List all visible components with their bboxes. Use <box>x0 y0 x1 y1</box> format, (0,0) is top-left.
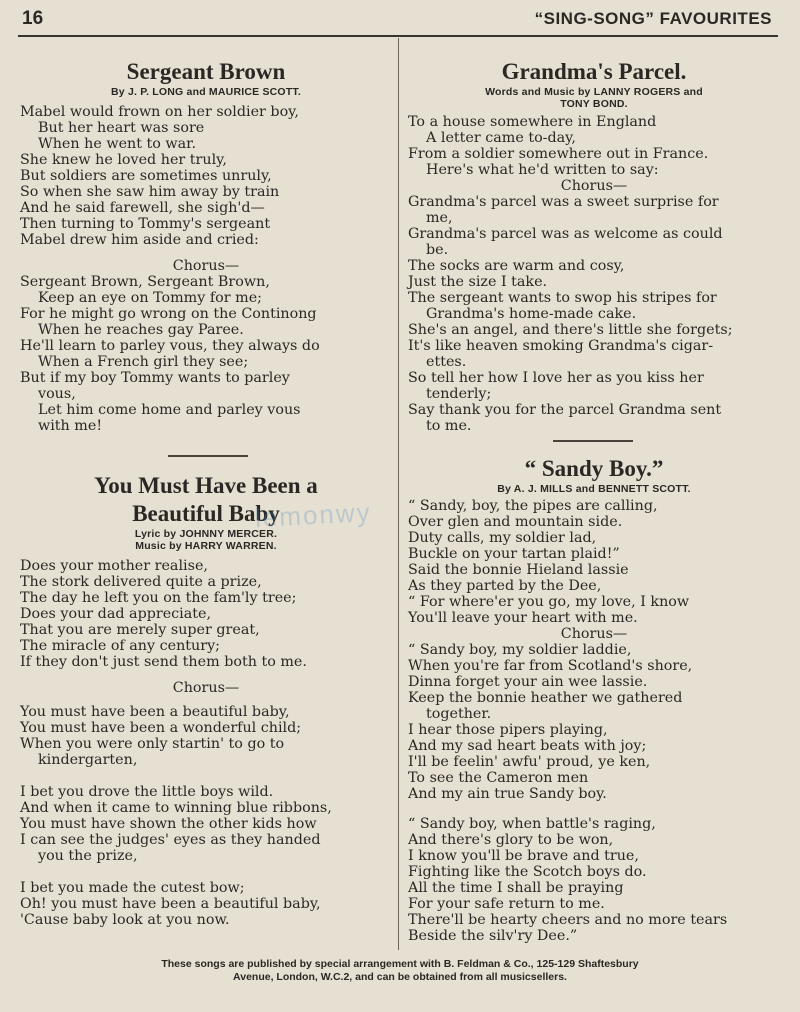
lyric-line: You'll leave your heart with me. <box>408 610 638 626</box>
lyric-line: The sergeant wants to swop his stripes for <box>408 290 717 306</box>
lyric-line: me, <box>426 210 453 226</box>
lyricist-credit: Lyric by JOHNNY MERCER. <box>134 528 278 540</box>
song-title-line-2: Beautiful Baby <box>132 501 280 526</box>
column-divider <box>398 38 399 950</box>
publisher-note-line-1: These songs are published by special arrangement with B. Feldman & Co., 125-129 Shaftesbury <box>161 958 639 970</box>
lyric-line: If they don't just send them both to me. <box>20 654 307 670</box>
lyric-line: I bet you made the cutest bow; <box>20 880 245 896</box>
lyric-line: From a soldier somewhere out in France. <box>408 146 709 162</box>
lyric-line: As they parted by the Dee, <box>408 578 602 594</box>
song-credit: By A. J. MILLS and BENNETT SCOTT. <box>497 483 691 495</box>
verse <box>408 498 780 626</box>
publisher-note-line-2: Avenue, London, W.C.2, and can be obtained from all musicsellers. <box>233 971 567 983</box>
lyric-line: Oh! you must have been a beautiful baby, <box>20 896 321 912</box>
song-title: Sergeant Brown <box>126 59 286 84</box>
lyric-line: She's an angel, and there's little she forgets; <box>408 322 733 338</box>
lyric-line: Keep the bonnie heather we gathered <box>408 690 683 706</box>
publication-title: “SING-SONG” FAVOURITES <box>534 9 772 28</box>
lyric-line: For he might go wrong on the Continong <box>20 306 317 322</box>
lyric-line: Beside the silv'ry Dee.” <box>408 928 578 944</box>
lyric-line: Fighting like the Scotch boys do. <box>408 864 647 880</box>
lyric-line: Keep an eye on Tommy for me; <box>38 290 262 306</box>
verse <box>20 558 392 670</box>
chorus <box>20 704 392 768</box>
verse <box>20 104 392 248</box>
lyric-line: Over glen and mountain side. <box>408 514 623 530</box>
lyric-line: Say thank you for the parcel Grandma sent <box>408 402 722 418</box>
song-sandy-boy <box>408 455 780 944</box>
lyric-line: And there's glory to be won, <box>408 832 614 848</box>
lyric-line: And my ain true Sandy boy. <box>408 786 607 802</box>
lyric-line: But her heart was sore <box>38 120 205 136</box>
header-rule <box>18 35 778 37</box>
lyric-line: For your safe return to me. <box>408 896 605 912</box>
lyric-line: And he said farewell, she sigh'd— <box>20 200 265 216</box>
lyric-line: A letter came to-day, <box>426 130 576 146</box>
lyric-line: She knew he loved her truly, <box>20 152 227 168</box>
lyric-line: you the prize, <box>38 848 138 864</box>
lyric-line: “ Sandy boy, when battle's raging, <box>408 816 656 832</box>
lyric-line: I'll be feelin' awfu' proud, ye ken, <box>408 754 651 770</box>
lyric-line: There'll be hearty cheers and no more tears <box>408 912 728 928</box>
stanza <box>408 816 780 944</box>
lyric-line: When he went to war. <box>38 136 196 152</box>
lyric-line: You must have been a wonderful child; <box>20 720 302 736</box>
lyric-line: You must have been a beautiful baby, <box>20 704 290 720</box>
lyric-line: Here's what he'd written to say: <box>426 162 659 178</box>
lyric-line: kindergarten, <box>38 752 138 768</box>
lyric-line: I bet you drove the little boys wild. <box>20 784 274 800</box>
lyric-line: And when it came to winning blue ribbons, <box>20 800 332 816</box>
song-grandmas-parcel <box>408 58 780 434</box>
lyric-line: The stork delivered quite a prize, <box>20 574 262 590</box>
lyric-line: All the time I shall be praying <box>408 880 624 896</box>
lyric-line: be. <box>426 242 449 258</box>
lyric-line: vous, <box>38 386 76 402</box>
lyric-line: To a house somewhere in England <box>408 114 657 130</box>
song-sergeant-brown <box>20 58 392 434</box>
lyric-line: I know you'll be brave and true, <box>408 848 639 864</box>
lyric-line: But if my boy Tommy wants to parley <box>20 370 290 386</box>
lyric-line: tenderly; <box>426 386 492 402</box>
lyric-line: Does your dad appreciate, <box>20 606 212 622</box>
song-title-line-1: You Must Have Been a <box>94 473 318 498</box>
verse <box>408 114 780 178</box>
song-credit-line-1: Words and Music by LANNY ROGERS and <box>485 86 703 98</box>
lyric-line: So tell her how I love her as you kiss her <box>408 370 704 386</box>
chorus <box>408 194 780 434</box>
lyric-line: Grandma's parcel was a sweet surprise for <box>408 194 719 210</box>
song-title: Grandma's Parcel. <box>501 59 687 84</box>
chorus <box>408 642 780 802</box>
lyric-line: Said the bonnie Hieland lassie <box>408 562 629 578</box>
lyric-line: 'Cause baby look at you now. <box>20 912 230 928</box>
lyric-line: He'll learn to parley vous, they always do <box>20 338 320 354</box>
lyric-line: Dinna forget your ain wee lassie. <box>408 674 648 690</box>
lyric-line: ettes. <box>426 354 467 370</box>
lyric-line: To see the Cameron men <box>408 770 589 786</box>
lyric-line: Just the size I take. <box>408 274 548 290</box>
song-credit: By J. P. LONG and MAURICE SCOTT. <box>111 86 301 98</box>
lyric-line: “ Sandy, boy, the pipes are calling, <box>408 498 658 514</box>
lyric-line: When a French girl they see; <box>38 354 249 370</box>
lyric-line: I hear those pipers playing, <box>408 722 608 738</box>
lyric-line: It's like heaven smoking Grandma's cigar- <box>408 338 714 354</box>
lyric-line: The day he left you on the fam'ly tree; <box>20 590 297 606</box>
lyric-line: The socks are warm and cosy, <box>408 258 625 274</box>
lyric-line: When you were only startin' to go to <box>20 736 285 752</box>
lyric-line: Grandma's parcel was as welcome as could <box>408 226 723 242</box>
lyric-line: Does your mother realise, <box>20 558 208 574</box>
lyric-line: And my sad heart beats with joy; <box>408 738 647 754</box>
lyric-line: together. <box>426 706 492 722</box>
chorus <box>20 274 392 434</box>
song-credit-line-2: TONY BOND. <box>560 98 628 110</box>
lyric-line: You must have shown the other kids how <box>20 816 317 832</box>
lyric-line: Let him come home and parley vous <box>38 402 301 418</box>
lyric-line: When you're far from Scotland's shore, <box>408 658 693 674</box>
composer-credit: Music by HARRY WARREN. <box>135 540 277 552</box>
lyric-line: So when she saw him away by train <box>20 184 280 200</box>
song-beautiful-baby <box>20 472 392 928</box>
song-separator <box>168 455 248 457</box>
lyric-line: That you are merely super great, <box>20 622 260 638</box>
chorus-label: Chorus— <box>560 178 628 194</box>
chorus-label: Chorus— <box>172 680 240 696</box>
lyric-line: Grandma's home-made cake. <box>426 306 637 322</box>
stanza <box>20 880 392 928</box>
stanza <box>20 784 392 864</box>
chorus-label: Chorus— <box>172 258 240 274</box>
chorus-label: Chorus— <box>560 626 628 642</box>
lyric-line: with me! <box>38 418 103 434</box>
lyric-line: Mabel would frown on her soldier boy, <box>20 104 299 120</box>
lyric-line: Mabel drew him aside and cried: <box>20 232 259 248</box>
lyric-line: to me. <box>426 418 472 434</box>
lyric-line: Duty calls, my soldier lad, <box>408 530 597 546</box>
lyric-line: I can see the judges' eyes as they handed <box>20 832 321 848</box>
watermark: lemonwy <box>254 496 373 534</box>
publisher-note <box>30 958 770 984</box>
lyric-line: “ For where'er you go, my love, I know <box>408 594 690 610</box>
lyric-line: “ Sandy boy, my soldier laddie, <box>408 642 632 658</box>
song-separator <box>553 440 633 442</box>
lyric-line: Then turning to Tommy's sergeant <box>20 216 271 232</box>
lyric-line: Buckle on your tartan plaid!” <box>408 546 620 562</box>
lyric-line: When he reaches gay Paree. <box>38 322 244 338</box>
lyric-line: But soldiers are sometimes unruly, <box>20 168 272 184</box>
page-number: 16 <box>22 8 44 29</box>
lyric-line: Sergeant Brown, Sergeant Brown, <box>20 274 270 290</box>
song-title: “ Sandy Boy.” <box>524 456 664 481</box>
lyric-line: The miracle of any century; <box>20 638 220 654</box>
